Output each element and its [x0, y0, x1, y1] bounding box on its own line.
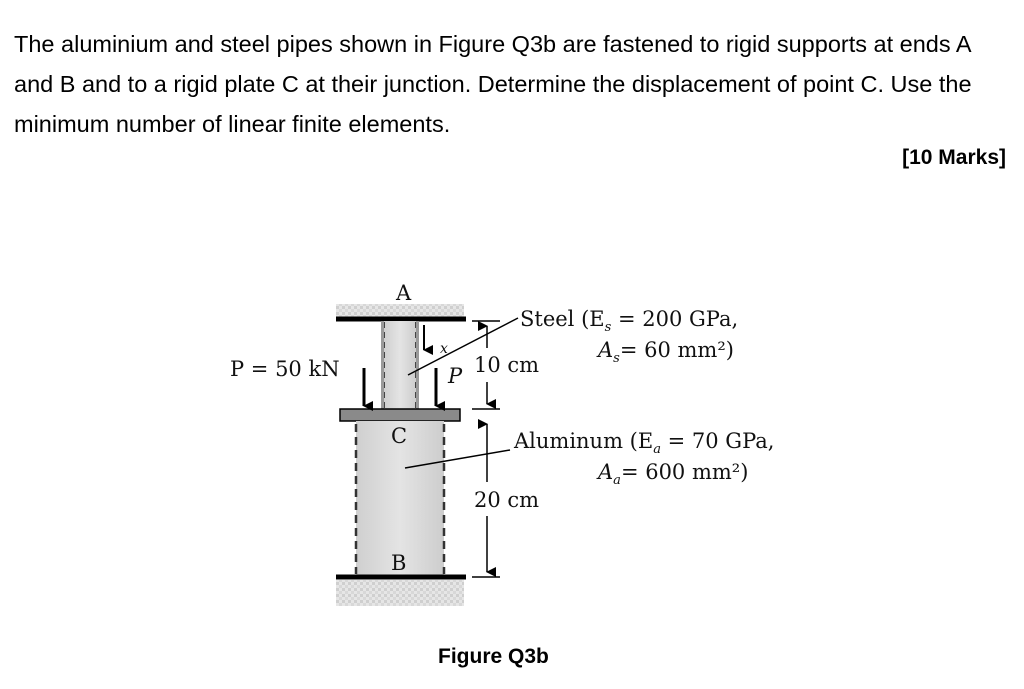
question-text: The aluminium and steel pipes shown in Figure Q3b are fastened to rigid supports at ends A and B and to a rigid plate C at their junction. Determine the displacement of point C. Use the minimum number of linear finite elements.: [14, 31, 972, 137]
steel-pipe-wall-left: [381, 321, 384, 409]
aluminum-spec-line2: $A_a= 600$ mm²): [598, 460, 749, 488]
rigid-plate-c: [340, 409, 460, 421]
steel-pipe: [384, 321, 416, 409]
aluminum-spec-line1: Aluminum ($E_a = 70$ GPa,: [514, 429, 775, 457]
figure-caption: Figure Q3b: [438, 645, 549, 668]
label-c: C: [391, 424, 408, 448]
steel-pipe-wall-right: [416, 321, 419, 409]
label-a: A: [396, 281, 412, 305]
bottom-support: [336, 580, 464, 606]
x-axis-symbol: x: [440, 341, 448, 357]
load-symbol: P: [448, 364, 463, 388]
label-b: B: [391, 551, 407, 575]
load-label: P = 50 kN: [230, 357, 340, 381]
marks-label: [10 Marks]: [902, 146, 1006, 169]
aluminum-length: 20 cm: [474, 488, 540, 512]
steel-length: 10 cm: [474, 353, 540, 377]
steel-spec-line1: Steel ($E_s = 200$ GPa,: [520, 307, 739, 335]
steel-spec-line2: $A_s= 60$ mm²): [598, 338, 734, 366]
